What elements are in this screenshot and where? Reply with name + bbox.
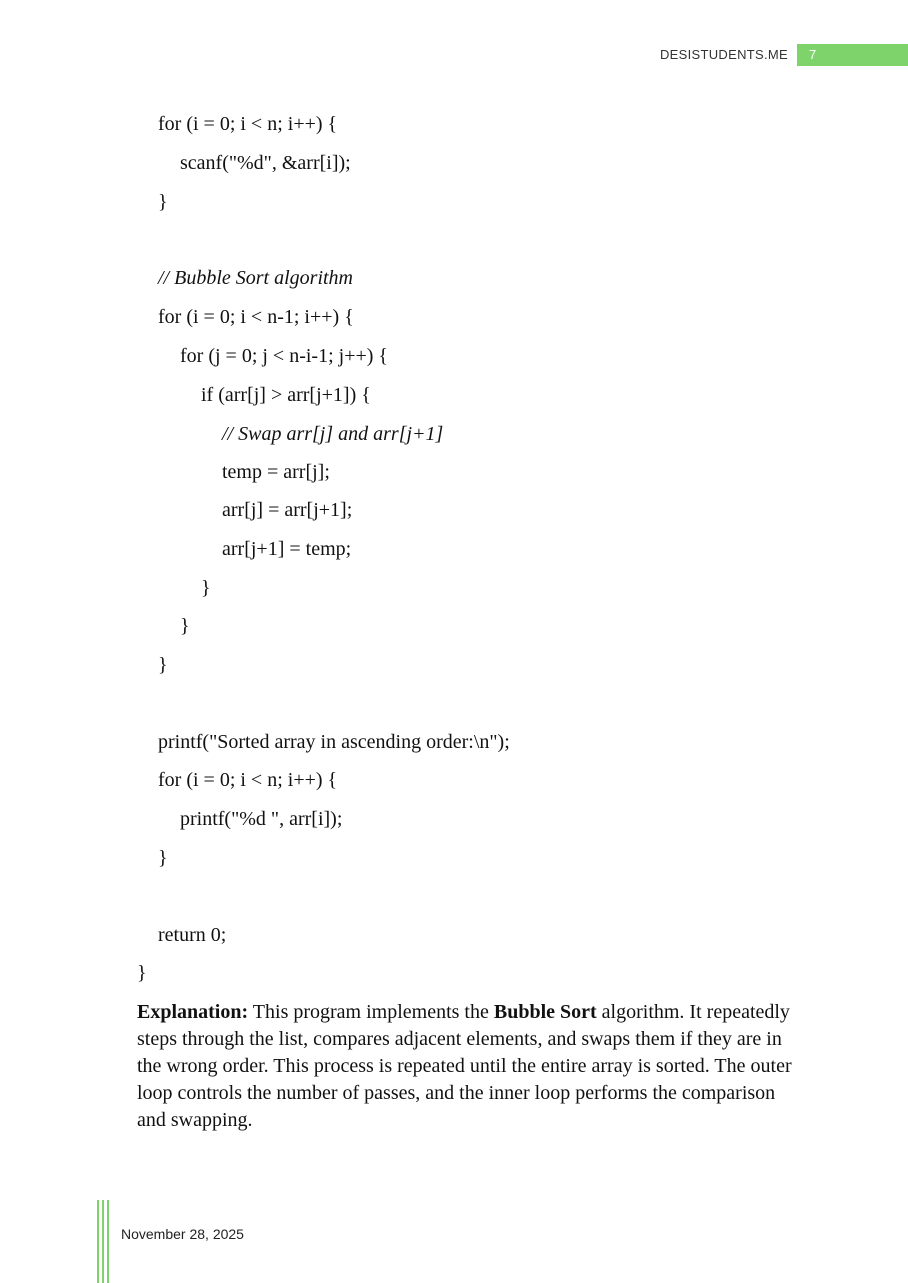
code-line: arr[j+1] = temp; xyxy=(222,538,352,560)
explanation-label: Explanation: xyxy=(137,1001,249,1023)
code-line: for (i = 0; i < n-1; i++) { xyxy=(158,306,354,328)
code-line: } xyxy=(180,615,190,637)
code-line: arr[j] = arr[j+1]; xyxy=(222,499,353,521)
code-line: printf("Sorted array in ascending order:\n"); xyxy=(158,731,510,753)
code-line: temp = arr[j]; xyxy=(222,461,330,483)
code-line: for (i = 0; i < n; i++) { xyxy=(158,113,338,135)
page-number-badge: 7 xyxy=(797,44,908,66)
code-line: if (arr[j] > arr[j+1]) { xyxy=(201,384,371,406)
code-line: } xyxy=(201,577,211,599)
code-line: return 0; xyxy=(158,924,227,946)
explanation-text: This program implements the xyxy=(248,1001,494,1023)
code-comment: // Swap arr[j] and arr[j+1] xyxy=(222,423,444,445)
code-line: } xyxy=(137,962,147,984)
footer-date: November 28, 2025 xyxy=(121,1226,244,1242)
site-name: DESISTUDENTS.ME xyxy=(659,47,788,62)
code-line: scanf("%d", &arr[i]); xyxy=(180,152,351,174)
code-line: for (i = 0; i < n; i++) { xyxy=(158,769,338,791)
explanation-paragraph xyxy=(137,999,797,1134)
footer-rule xyxy=(107,1200,109,1283)
code-line: } xyxy=(158,191,168,213)
code-line: printf("%d ", arr[i]); xyxy=(180,808,343,830)
code-line: } xyxy=(158,654,168,676)
footer-rule xyxy=(102,1200,104,1283)
code-line: } xyxy=(158,847,168,869)
footer-rule xyxy=(97,1200,99,1283)
explanation-term: Bubble Sort xyxy=(493,1001,597,1023)
explanation-text: algorithm. It repeatedly steps through the list, compares adjacent elements, and swaps them if they are in the wrong order. This process is repeated until the entire array is sorted. The outer loop controls the number of passes, and the inner loop performs the comparison and swapping. xyxy=(137,1001,792,1131)
code-comment: // Bubble Sort algorithm xyxy=(158,267,353,289)
code-line: for (j = 0; j < n-i-1; j++) { xyxy=(180,345,389,367)
